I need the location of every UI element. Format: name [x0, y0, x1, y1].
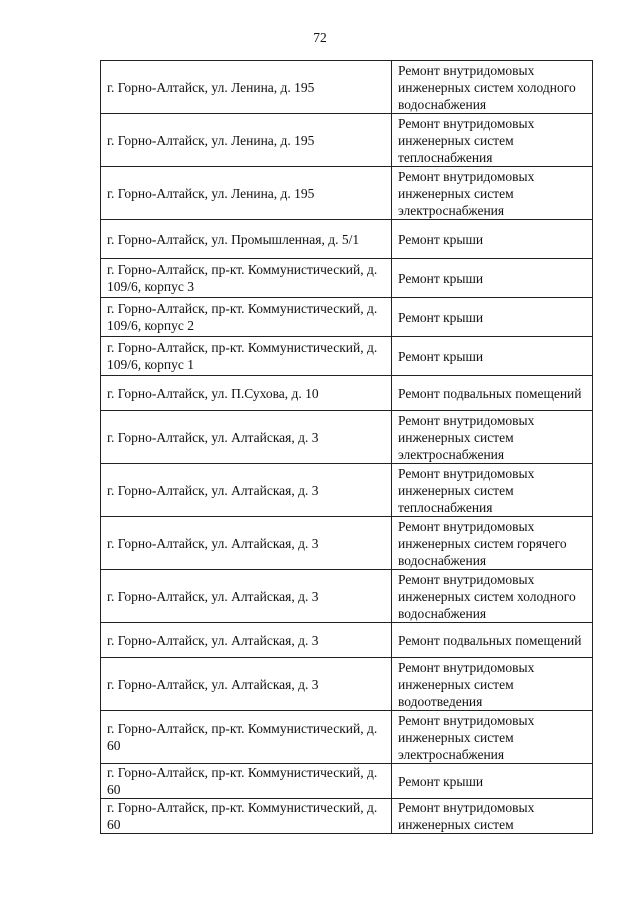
table-row — [101, 259, 593, 298]
work-type-cell: Ремонт внутридомовых инженерных систем горячего водоснабжения — [392, 517, 593, 570]
work-type-cell: Ремонт крыши — [392, 259, 593, 298]
work-type-cell: Ремонт внутридомовых инженерных систем электроснабжения — [392, 711, 593, 764]
work-type-cell: Ремонт внутридомовых инженерных систем — [392, 799, 593, 834]
work-type-cell: Ремонт подвальных помещений — [392, 623, 593, 658]
address-cell: г. Горно-Алтайск, ул. Промышленная, д. 5/1 — [101, 220, 392, 259]
table-row — [101, 114, 593, 167]
table-row — [101, 411, 593, 464]
work-type-cell: Ремонт крыши — [392, 220, 593, 259]
address-cell: г. Горно-Алтайск, ул. Алтайская, д. 3 — [101, 517, 392, 570]
table-row — [101, 517, 593, 570]
works-table — [100, 60, 593, 834]
table-row — [101, 623, 593, 658]
address-cell: г. Горно-Алтайск, ул. Алтайская, д. 3 — [101, 570, 392, 623]
table-row — [101, 464, 593, 517]
table-row — [101, 376, 593, 411]
table-row — [101, 764, 593, 799]
table-row — [101, 658, 593, 711]
work-type-cell: Ремонт крыши — [392, 298, 593, 337]
table-row — [101, 61, 593, 114]
work-type-cell: Ремонт внутридомовых инженерных систем холодного водоснабжения — [392, 570, 593, 623]
work-type-cell: Ремонт внутридомовых инженерных систем теплоснабжения — [392, 114, 593, 167]
table-row — [101, 711, 593, 764]
table-row — [101, 570, 593, 623]
address-cell: г. Горно-Алтайск, ул. Алтайская, д. 3 — [101, 658, 392, 711]
table-row — [101, 799, 593, 834]
work-type-cell: Ремонт подвальных помещений — [392, 376, 593, 411]
works-table-body — [101, 61, 593, 834]
address-cell: г. Горно-Алтайск, ул. Алтайская, д. 3 — [101, 464, 392, 517]
address-cell: г. Горно-Алтайск, ул. Ленина, д. 195 — [101, 61, 392, 114]
address-cell: г. Горно-Алтайск, пр-кт. Коммунистический, д. 60 — [101, 799, 392, 834]
address-cell: г. Горно-Алтайск, ул. Алтайская, д. 3 — [101, 623, 392, 658]
address-cell: г. Горно-Алтайск, ул. П.Сухова, д. 10 — [101, 376, 392, 411]
work-type-cell: Ремонт внутридомовых инженерных систем теплоснабжения — [392, 464, 593, 517]
work-type-cell: Ремонт внутридомовых инженерных систем холодного водоснабжения — [392, 61, 593, 114]
address-cell: г. Горно-Алтайск, ул. Ленина, д. 195 — [101, 167, 392, 220]
address-cell: г. Горно-Алтайск, пр-кт. Коммунистический, д. 60 — [101, 764, 392, 799]
address-cell: г. Горно-Алтайск, ул. Алтайская, д. 3 — [101, 411, 392, 464]
address-cell: г. Горно-Алтайск, ул. Ленина, д. 195 — [101, 114, 392, 167]
work-type-cell: Ремонт внутридомовых инженерных систем электроснабжения — [392, 167, 593, 220]
work-type-cell: Ремонт внутридомовых инженерных систем водоотведения — [392, 658, 593, 711]
address-cell: г. Горно-Алтайск, пр-кт. Коммунистический, д. 60 — [101, 711, 392, 764]
work-type-cell: Ремонт внутридомовых инженерных систем электроснабжения — [392, 411, 593, 464]
table-row — [101, 298, 593, 337]
table-row — [101, 220, 593, 259]
table-row — [101, 337, 593, 376]
page-number: 72 — [313, 30, 327, 45]
work-type-cell: Ремонт крыши — [392, 337, 593, 376]
address-cell: г. Горно-Алтайск, пр-кт. Коммунистический, д. 109/6, корпус 2 — [101, 298, 392, 337]
table-row — [101, 167, 593, 220]
address-cell: г. Горно-Алтайск, пр-кт. Коммунистический, д. 109/6, корпус 1 — [101, 337, 392, 376]
address-cell: г. Горно-Алтайск, пр-кт. Коммунистический, д. 109/6, корпус 3 — [101, 259, 392, 298]
work-type-cell: Ремонт крыши — [392, 764, 593, 799]
